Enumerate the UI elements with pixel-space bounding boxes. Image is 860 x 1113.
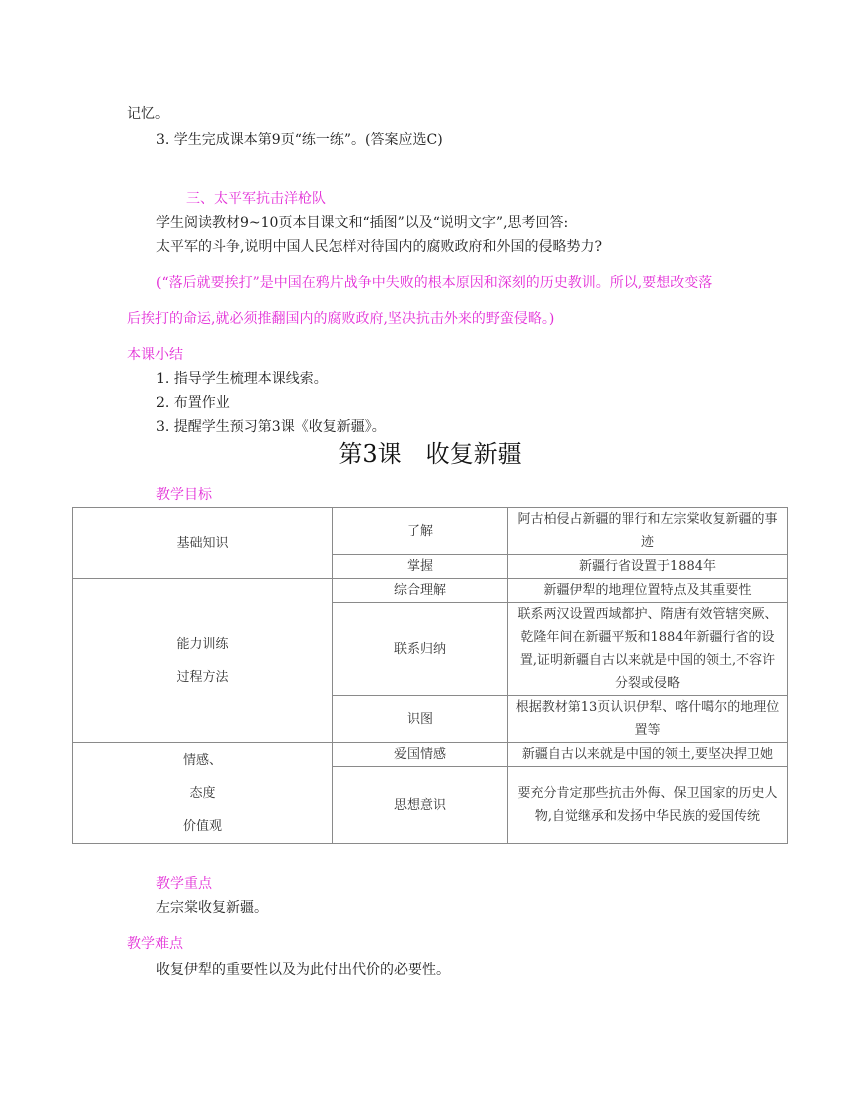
category-label: 价值观	[182, 818, 222, 834]
content-cell: 要充分肯定那些抗击外侮、保卫国家的历史人物,自觉继承和发扬中华民族的爱国传统	[508, 767, 788, 844]
exercise-line: 3. 学生完成课本第9页“练一练”。(答案应选C)	[156, 132, 443, 148]
summary-item: 3. 提醒学生预习第3课《收复新疆》。	[156, 419, 386, 435]
content-cell: 新疆行省设置于1884年	[508, 555, 788, 579]
label-cell: 识图	[333, 696, 508, 743]
label-cell: 了解	[333, 508, 508, 555]
difficulty-text: 收复伊犁的重要性以及为此付出代价的必要性。	[156, 962, 450, 978]
goals-heading: 教学目标	[156, 487, 212, 503]
lesson-title: 第3课 收复新疆	[338, 440, 522, 468]
category-cell	[73, 579, 333, 743]
summary-item: 2. 布置作业	[156, 395, 230, 411]
table-row	[73, 579, 788, 603]
label-cell: 思想意识	[333, 767, 508, 844]
summary-item: 1. 指导学生梳理本课线索。	[156, 371, 328, 387]
difficulty-heading: 教学难点	[127, 936, 183, 952]
label-cell: 爱国情感	[333, 743, 508, 767]
paragraph: 太平军的斗争,说明中国人民怎样对待国内的腐败政府和外国的侵略势力?	[156, 239, 602, 255]
label-cell: 联系归纳	[333, 603, 508, 696]
answer-text: (“落后就要挨打”是中国在鸦片战争中失败的根本原因和深刻的历史教训。所以,要想改变落	[156, 275, 713, 291]
answer-text: 后挨打的命运,就必须推翻国内的腐败政府,坚决抗击外来的野蛮侵略。)	[127, 311, 555, 327]
table-row	[73, 508, 788, 555]
content-cell: 新疆自古以来就是中国的领土,要坚决捍卫她	[508, 743, 788, 767]
content-cell: 阿古柏侵占新疆的罪行和左宗棠收复新疆的事迹	[508, 508, 788, 555]
text-line: 记忆。	[127, 106, 169, 122]
category-label: 情感、	[182, 752, 222, 768]
paragraph: 学生阅读教材9~10页本目课文和“插图”以及“说明文字”,思考回答:	[156, 215, 569, 231]
key-point-heading: 教学重点	[156, 876, 212, 892]
teaching-goals-table	[72, 507, 788, 844]
label-cell: 综合理解	[333, 579, 508, 603]
category-label: 能力训练	[176, 636, 229, 652]
content-cell: 联系两汉设置西域都护、隋唐有效管辖突厥、乾隆年间在新疆平叛和1884年新疆行省的设置,证明新疆自古以来就是中国的领土,不容许分裂或侵略	[508, 603, 788, 696]
category-cell: 基础知识	[73, 508, 333, 579]
key-point-text: 左宗棠收复新疆。	[156, 900, 268, 916]
content-cell: 根据教材第13页认识伊犁、喀什噶尔的地理位置等	[508, 696, 788, 743]
section-heading: 三、太平军抗击洋枪队	[186, 191, 326, 207]
summary-heading: 本课小结	[127, 347, 183, 363]
category-cell	[73, 743, 333, 844]
category-label: 过程方法	[176, 669, 229, 685]
content-cell: 新疆伊犁的地理位置特点及其重要性	[508, 579, 788, 603]
label-cell: 掌握	[333, 555, 508, 579]
category-label: 态度	[189, 785, 216, 801]
table-row	[73, 743, 788, 767]
